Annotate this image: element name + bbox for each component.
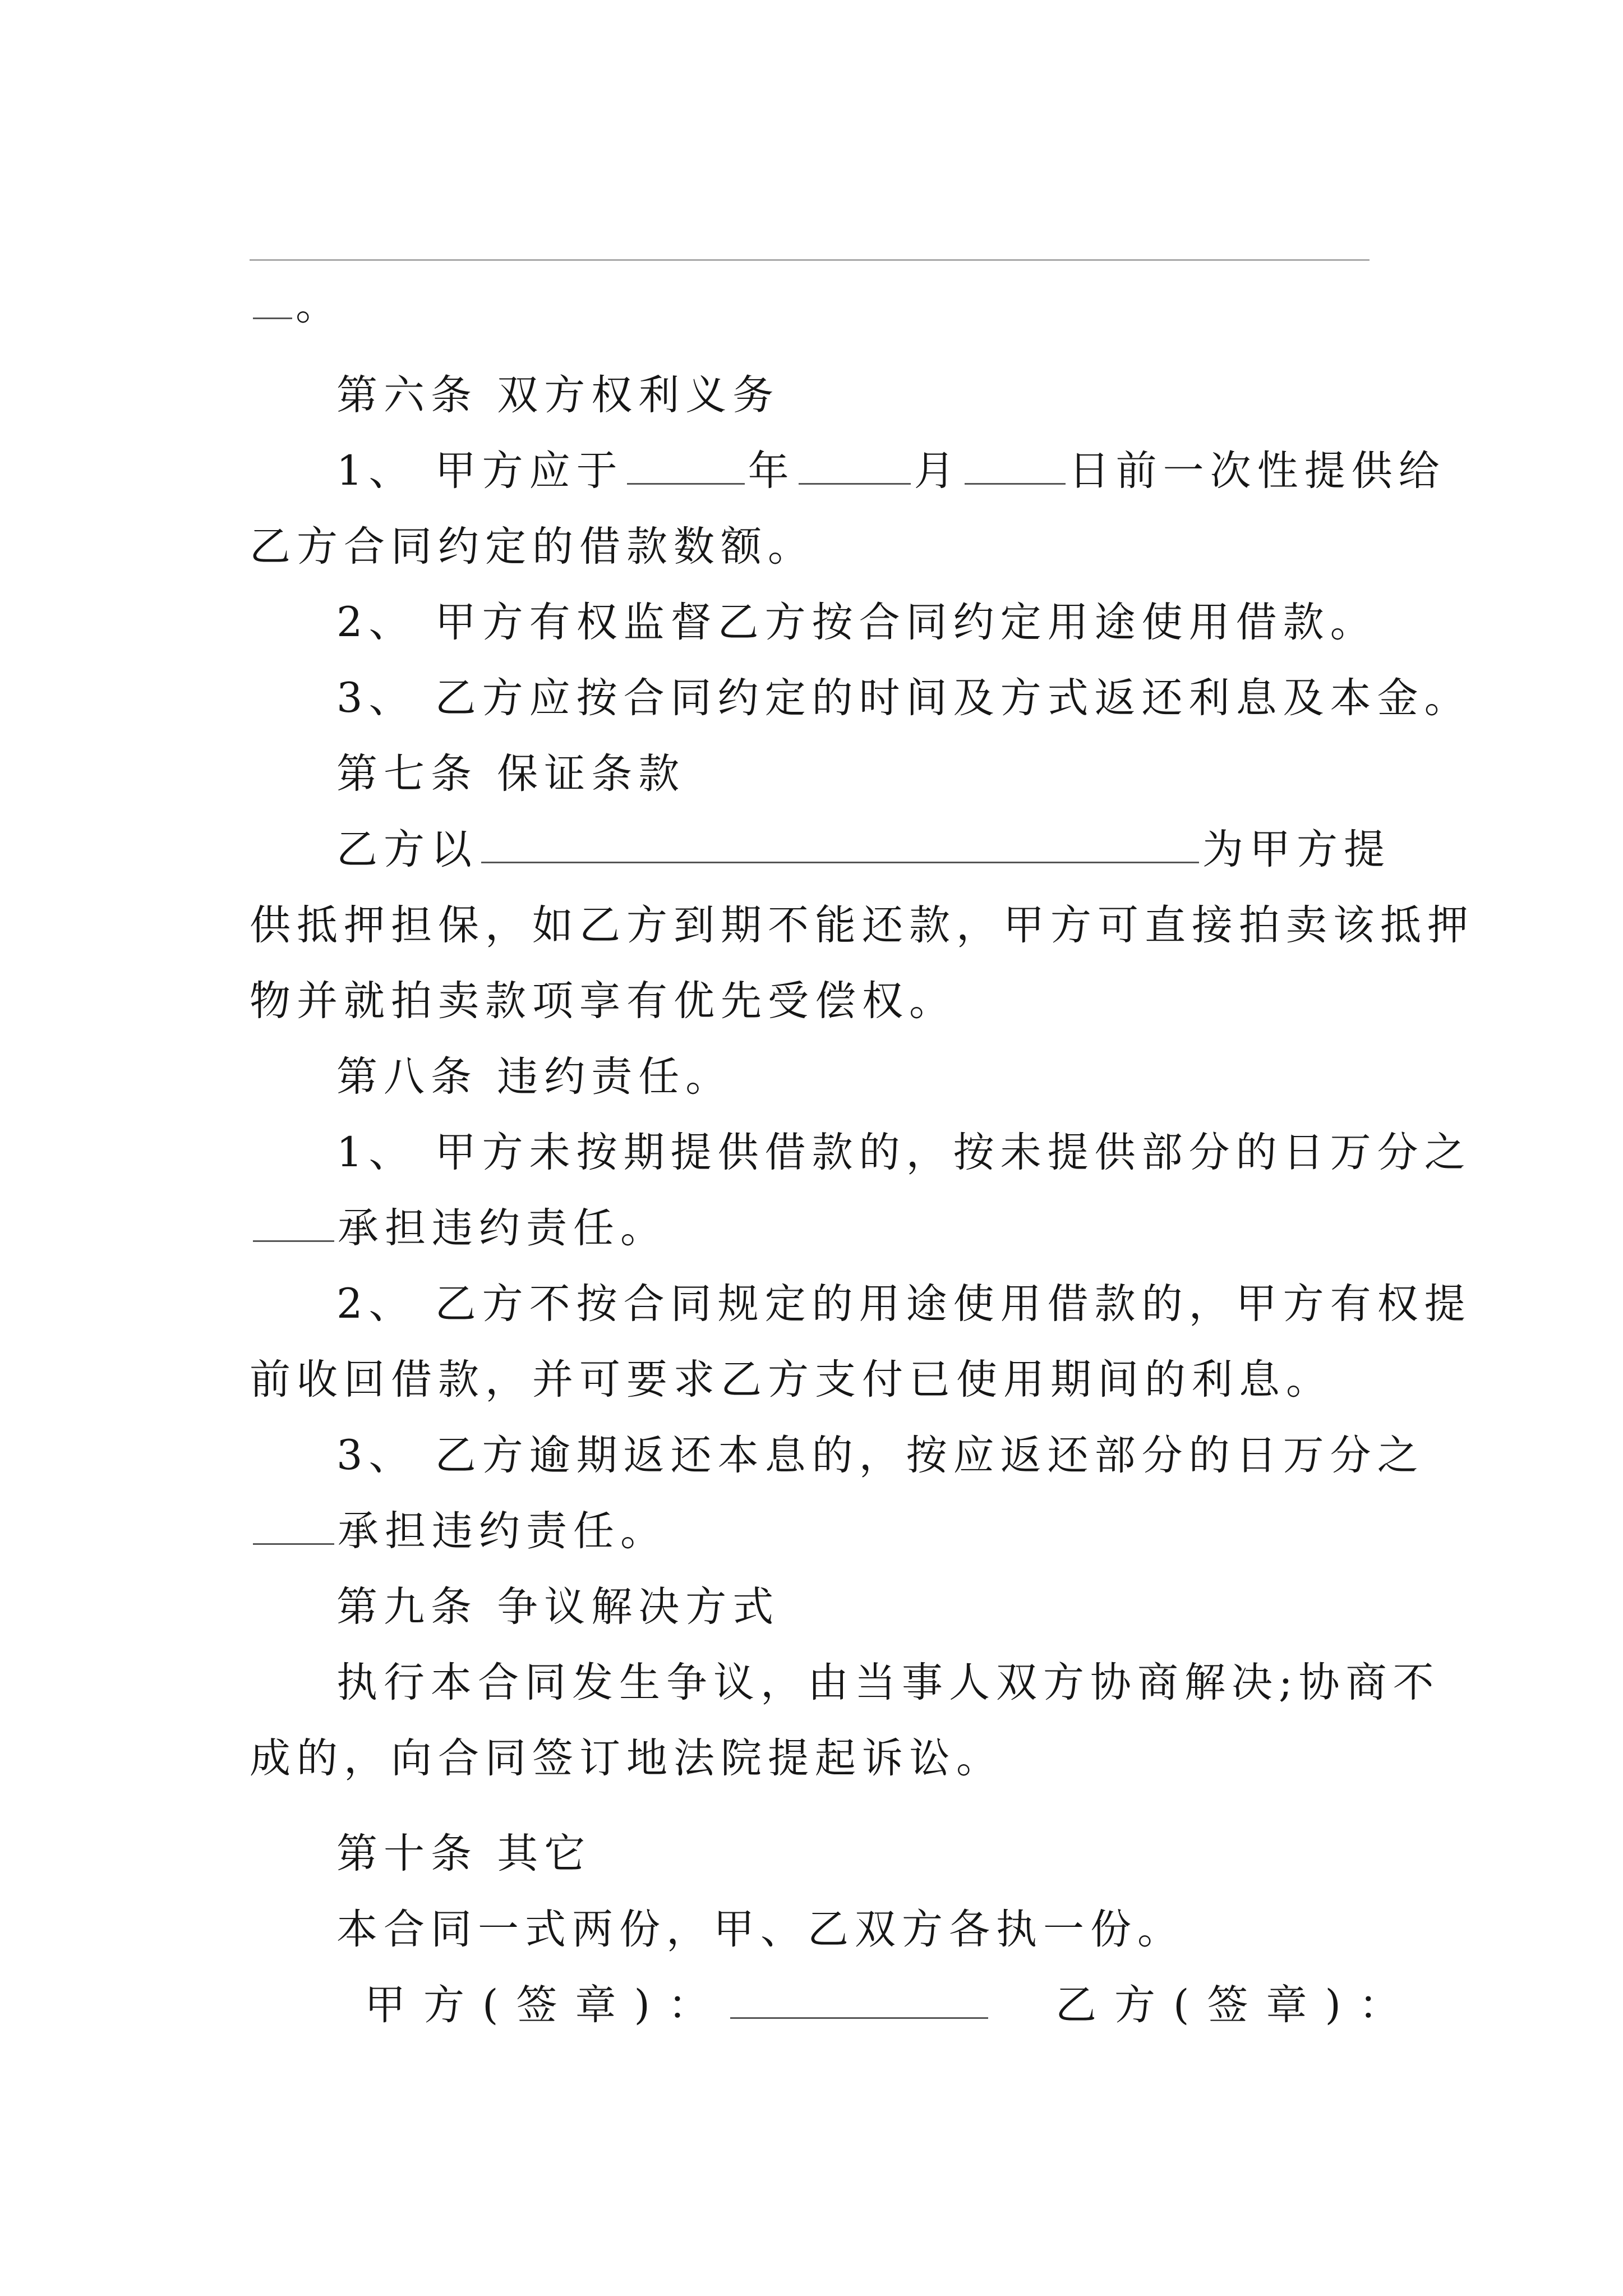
party-a-signature-label: 甲方(签章)： <box>365 1981 727 2029</box>
article-8-item-3: 3、 乙方逾期返还本息的，按应返还部分的日万分之 <box>336 1432 1424 1479</box>
article-7-body-cont-1: 供抵押担保，如乙方到期不能还款，甲方可直接拍卖该抵押 <box>250 901 1474 949</box>
article-8-item-2-cont: 前收回借款，并可要求乙方支付已使用期间的利息。 <box>250 1356 1333 1404</box>
article-6-item-3: 3、 乙方应按合同约定的时间及方式返还利息及本金。 <box>336 674 1472 722</box>
blank-rate-2 <box>253 1506 334 1545</box>
party-a-signature-blank <box>730 1980 988 2019</box>
item-1-prefix: 1、 甲方应于 <box>336 447 624 495</box>
article-8-heading: 第八条 违约责任。 <box>336 1053 733 1101</box>
top-fill-line <box>250 259 1370 261</box>
blank-collateral <box>481 825 1199 863</box>
article-8-item-2: 2、 乙方不按合同规定的用途使用借款的，甲方有权提 <box>336 1280 1472 1328</box>
article-9-body-cont: 成的，向合同签订地法院提起诉讼。 <box>250 1734 1003 1782</box>
article-6-item-2: 2、 甲方有权监督乙方按合同约定用途使用借款。 <box>336 599 1377 646</box>
blank-month <box>799 446 911 485</box>
signature-line <box>365 1952 1418 2059</box>
article-9-heading: 第九条 争议解决方式 <box>336 1583 780 1631</box>
line-0 <box>250 252 343 359</box>
article-8-item-1: 1、 甲方未按期提供借款的，按未提供部分的日万分之 <box>336 1129 1472 1176</box>
blank-field <box>253 280 292 319</box>
blank-day <box>965 446 1066 485</box>
body-suffix: 为甲方提 <box>1202 826 1391 873</box>
article-6-item-1-cont: 乙方合同约定的借款数额。 <box>250 523 815 570</box>
line-0-tail: 。 <box>296 282 343 329</box>
day-suffix: 日前一次性提供给 <box>1068 447 1446 495</box>
item-1-cont-text: 承担违约责任。 <box>338 1204 667 1252</box>
item-3-cont-text: 承担违约责任。 <box>338 1507 667 1555</box>
year-label: 年 <box>748 447 795 495</box>
article-6-heading: 第六条 双方权利义务 <box>336 371 780 419</box>
blank-year <box>627 446 745 485</box>
article-10-heading: 第十条 其它 <box>336 1830 592 1878</box>
article-9-body: 执行本合同发生争议，由当事人双方协商解决;协商不 <box>336 1659 1440 1706</box>
article-10-body: 本合同一式两份，甲、乙双方各执一份。 <box>336 1906 1184 1953</box>
blank-rate-1 <box>253 1203 334 1242</box>
article-7-body-cont-2: 物并就拍卖款项享有优先受偿权。 <box>250 977 956 1025</box>
article-7-heading: 第七条 保证条款 <box>336 750 686 798</box>
body-prefix: 乙方以 <box>336 826 478 873</box>
month-label: 月 <box>914 447 961 495</box>
party-b-signature-label: 乙方(签章)： <box>1055 1981 1418 2029</box>
